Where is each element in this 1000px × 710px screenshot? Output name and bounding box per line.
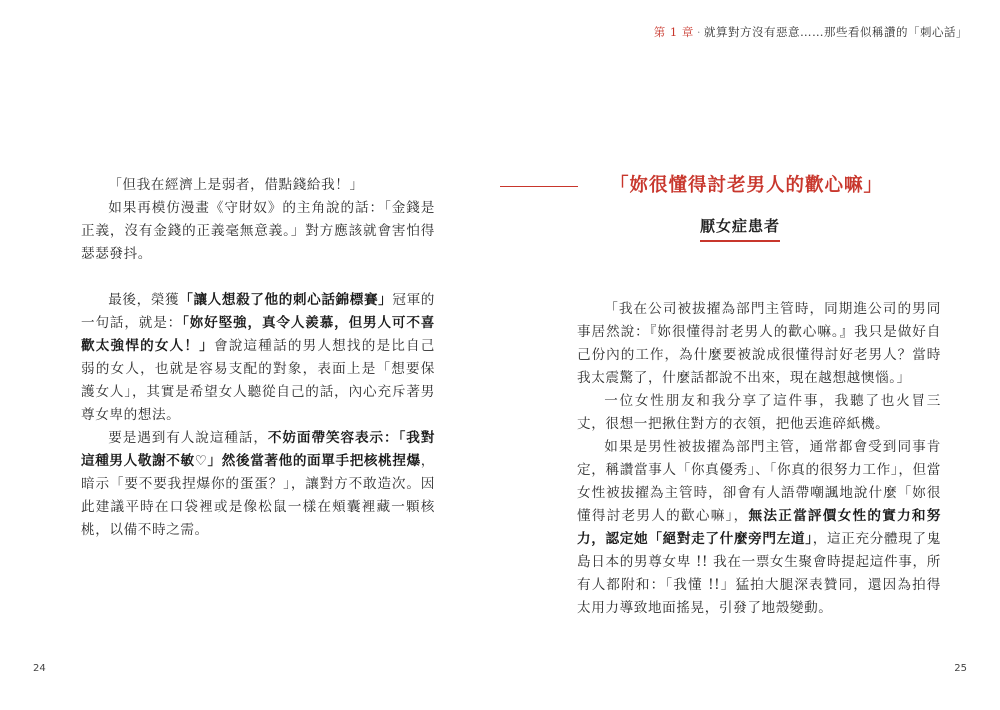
paragraph: 如果是男性被拔擢為部門主管，通常都會受到同事肯定，稱讚當事人「你真優秀」、「你真的很努力工作」，但當女性被拔擢為主管時，卻會有人語帶嘲諷地說什麼「妳很懂得討老男人的歡心嘛」，無法正當評價女性的實力和努力，認定她「絕對走了什麼旁門左道」，這正充分體現了鬼島日本的男尊女卑 !! 我在一票女生聚會時提起這件事，所有人都附和：「我懂 !!」猛拍大腿深表贊同，還因為拍得太用力導致地面搖晃，引發了地殼變動。 <box>577 439 941 616</box>
left-body-text <box>81 174 435 542</box>
paragraph-gap <box>81 266 435 289</box>
page-number-left: 24 <box>33 663 46 674</box>
paragraph: 「我在公司被拔擢為部門主管時，同期進公司的男同事居然說：『妳很懂得討老男人的歡心嘛。』我只是做好自己份內的工作，為什麼要被說成很懂得討好老男人？當時我太震驚了，什麼話都說不出來，現在越想越懊惱。」 <box>577 301 941 386</box>
right-page <box>500 0 1000 710</box>
emphasis-text: 「妳好堅強，真令人羨慕，但男人可不喜歡太強悍的女人！」 <box>81 315 435 354</box>
emphasis-text: 「讓人想殺了他的刺心話錦標賽」 <box>179 292 393 308</box>
chapter-label: 第 1 章 <box>653 25 694 39</box>
section-title: 「妳很懂得討老男人的歡心嘛」 <box>610 175 884 196</box>
chapter-title: 就算對方沒有惡意……那些看似稱讚的「刺心話」 <box>704 25 968 39</box>
running-header <box>654 24 968 40</box>
emphasis-text: 無法正當評價女性的實力和努力，認定她「絕對走了什麼旁門左道」 <box>577 508 941 547</box>
header-separator: · <box>696 25 701 39</box>
paragraph: 一位女性朋友和我分享了這件事，我聽了也火冒三丈，很想一把揪住對方的衣領，把他丟進碎紙機。 <box>577 393 941 432</box>
title-decoration-line <box>500 186 578 187</box>
paragraph: 如果再模仿漫畫《守財奴》的主角說的話：「金錢是正義，沒有金錢的正義毫無意義。」對方應該就會害怕得瑟瑟發抖。 <box>81 200 435 262</box>
emphasis-text: 不妨面帶笑容表示：「我對這種男人敬謝不敏♡」然後當著他的面單手把核桃捏爆 <box>81 430 435 469</box>
right-body-text <box>577 298 941 620</box>
page-number-right: 25 <box>954 663 967 674</box>
section-subtitle: 厭女症患者 <box>700 215 780 242</box>
paragraph: 「但我在經濟上是弱者，借點錢給我！」 <box>108 177 364 193</box>
paragraph: 要是遇到有人說這種話，不妨面帶笑容表示：「我對這種男人敬謝不敏♡」然後當著他的面單手把核桃捏爆，暗示「要不要我捏爆你的蛋蛋？」，讓對方不敢造次。因此建議平時在口袋裡或是像松鼠一樣在頰囊裡藏一顆核桃，以備不時之需。 <box>81 430 435 538</box>
paragraph: 最後，榮獲「讓人想殺了他的刺心話錦標賽」冠軍的一句話，就是：「妳好堅強，真令人羨慕，但男人可不喜歡太強悍的女人！」會說這種話的男人想找的是比自己弱的女人，也就是容易支配的對象，表面上是「想要保護女人」，其實是希望女人聽從自己的話，內心充斥著男尊女卑的想法。 <box>81 292 435 423</box>
